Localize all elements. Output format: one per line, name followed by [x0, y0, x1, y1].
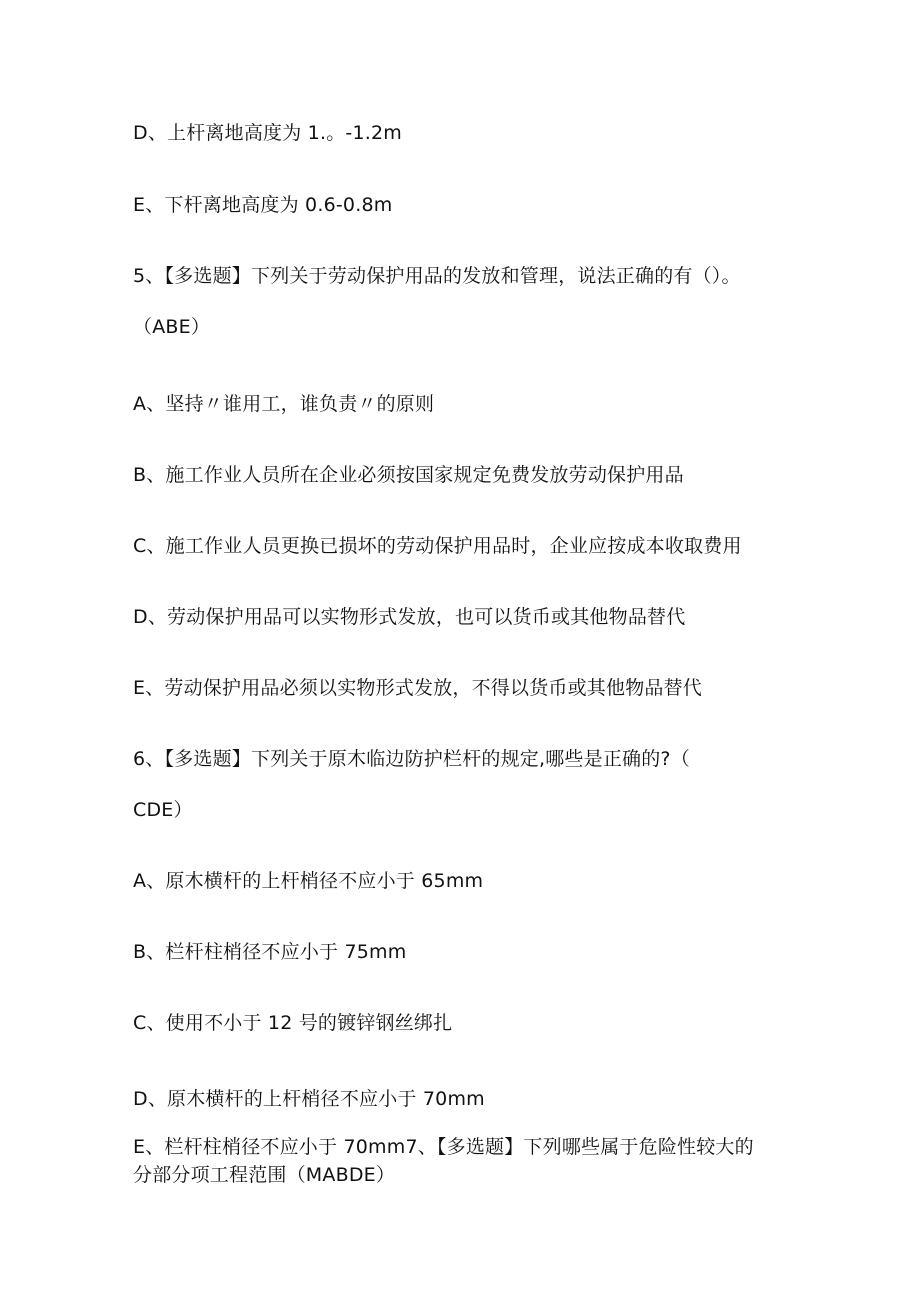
q7-question-cont: 分部分项工程范围（MABDE）: [133, 1164, 396, 1186]
q6-option-b: B、栏杆柱梢径不应小于 75mm: [133, 941, 407, 963]
q5-question: 5、【多选题】下列关于劳动保护用品的发放和管理，说法正确的有（）。: [133, 265, 741, 287]
q6-option-e-q7-question: E、栏杆柱梢径不应小于 70mm7、【多选题】下列哪些属于危险性较大的: [133, 1136, 754, 1158]
q5-answer: （ABE）: [133, 316, 211, 338]
q6-option-d: D、原木横杆的上杆梢径不应小于 70mm: [133, 1088, 485, 1110]
q5-option-e: E、劳动保护用品必须以实物形式发放，不得以货币或其他物品替代: [133, 677, 703, 699]
q6-option-c: C、使用不小于 12 号的镀锌钢丝绑扎: [133, 1012, 453, 1034]
q6-answer: CDE）: [133, 799, 193, 821]
q6-question: 6、【多选题】下列关于原木临边防护栏杆的规定,哪些是正确的?（: [133, 748, 690, 770]
q5-option-b: B、施工作业人员所在企业必须按国家规定免费发放劳动保护用品: [133, 464, 684, 486]
q6-option-a: A、原木横杆的上杆梢径不应小于 65mm: [133, 870, 484, 892]
q5-option-c: C、施工作业人员更换已损坏的劳动保护用品时，企业应按成本收取费用: [133, 535, 742, 557]
q4-option-e: E、下杆离地高度为 0.6-0.8m: [133, 194, 393, 216]
q5-option-a: A、坚持〃谁用工，谁负责〃的原则: [133, 393, 435, 415]
q4-option-d: D、上杆离地高度为 1.。-1.2m: [133, 122, 402, 144]
q5-option-d: D、劳动保护用品可以实物形式发放，也可以货币或其他物品替代: [133, 606, 686, 628]
